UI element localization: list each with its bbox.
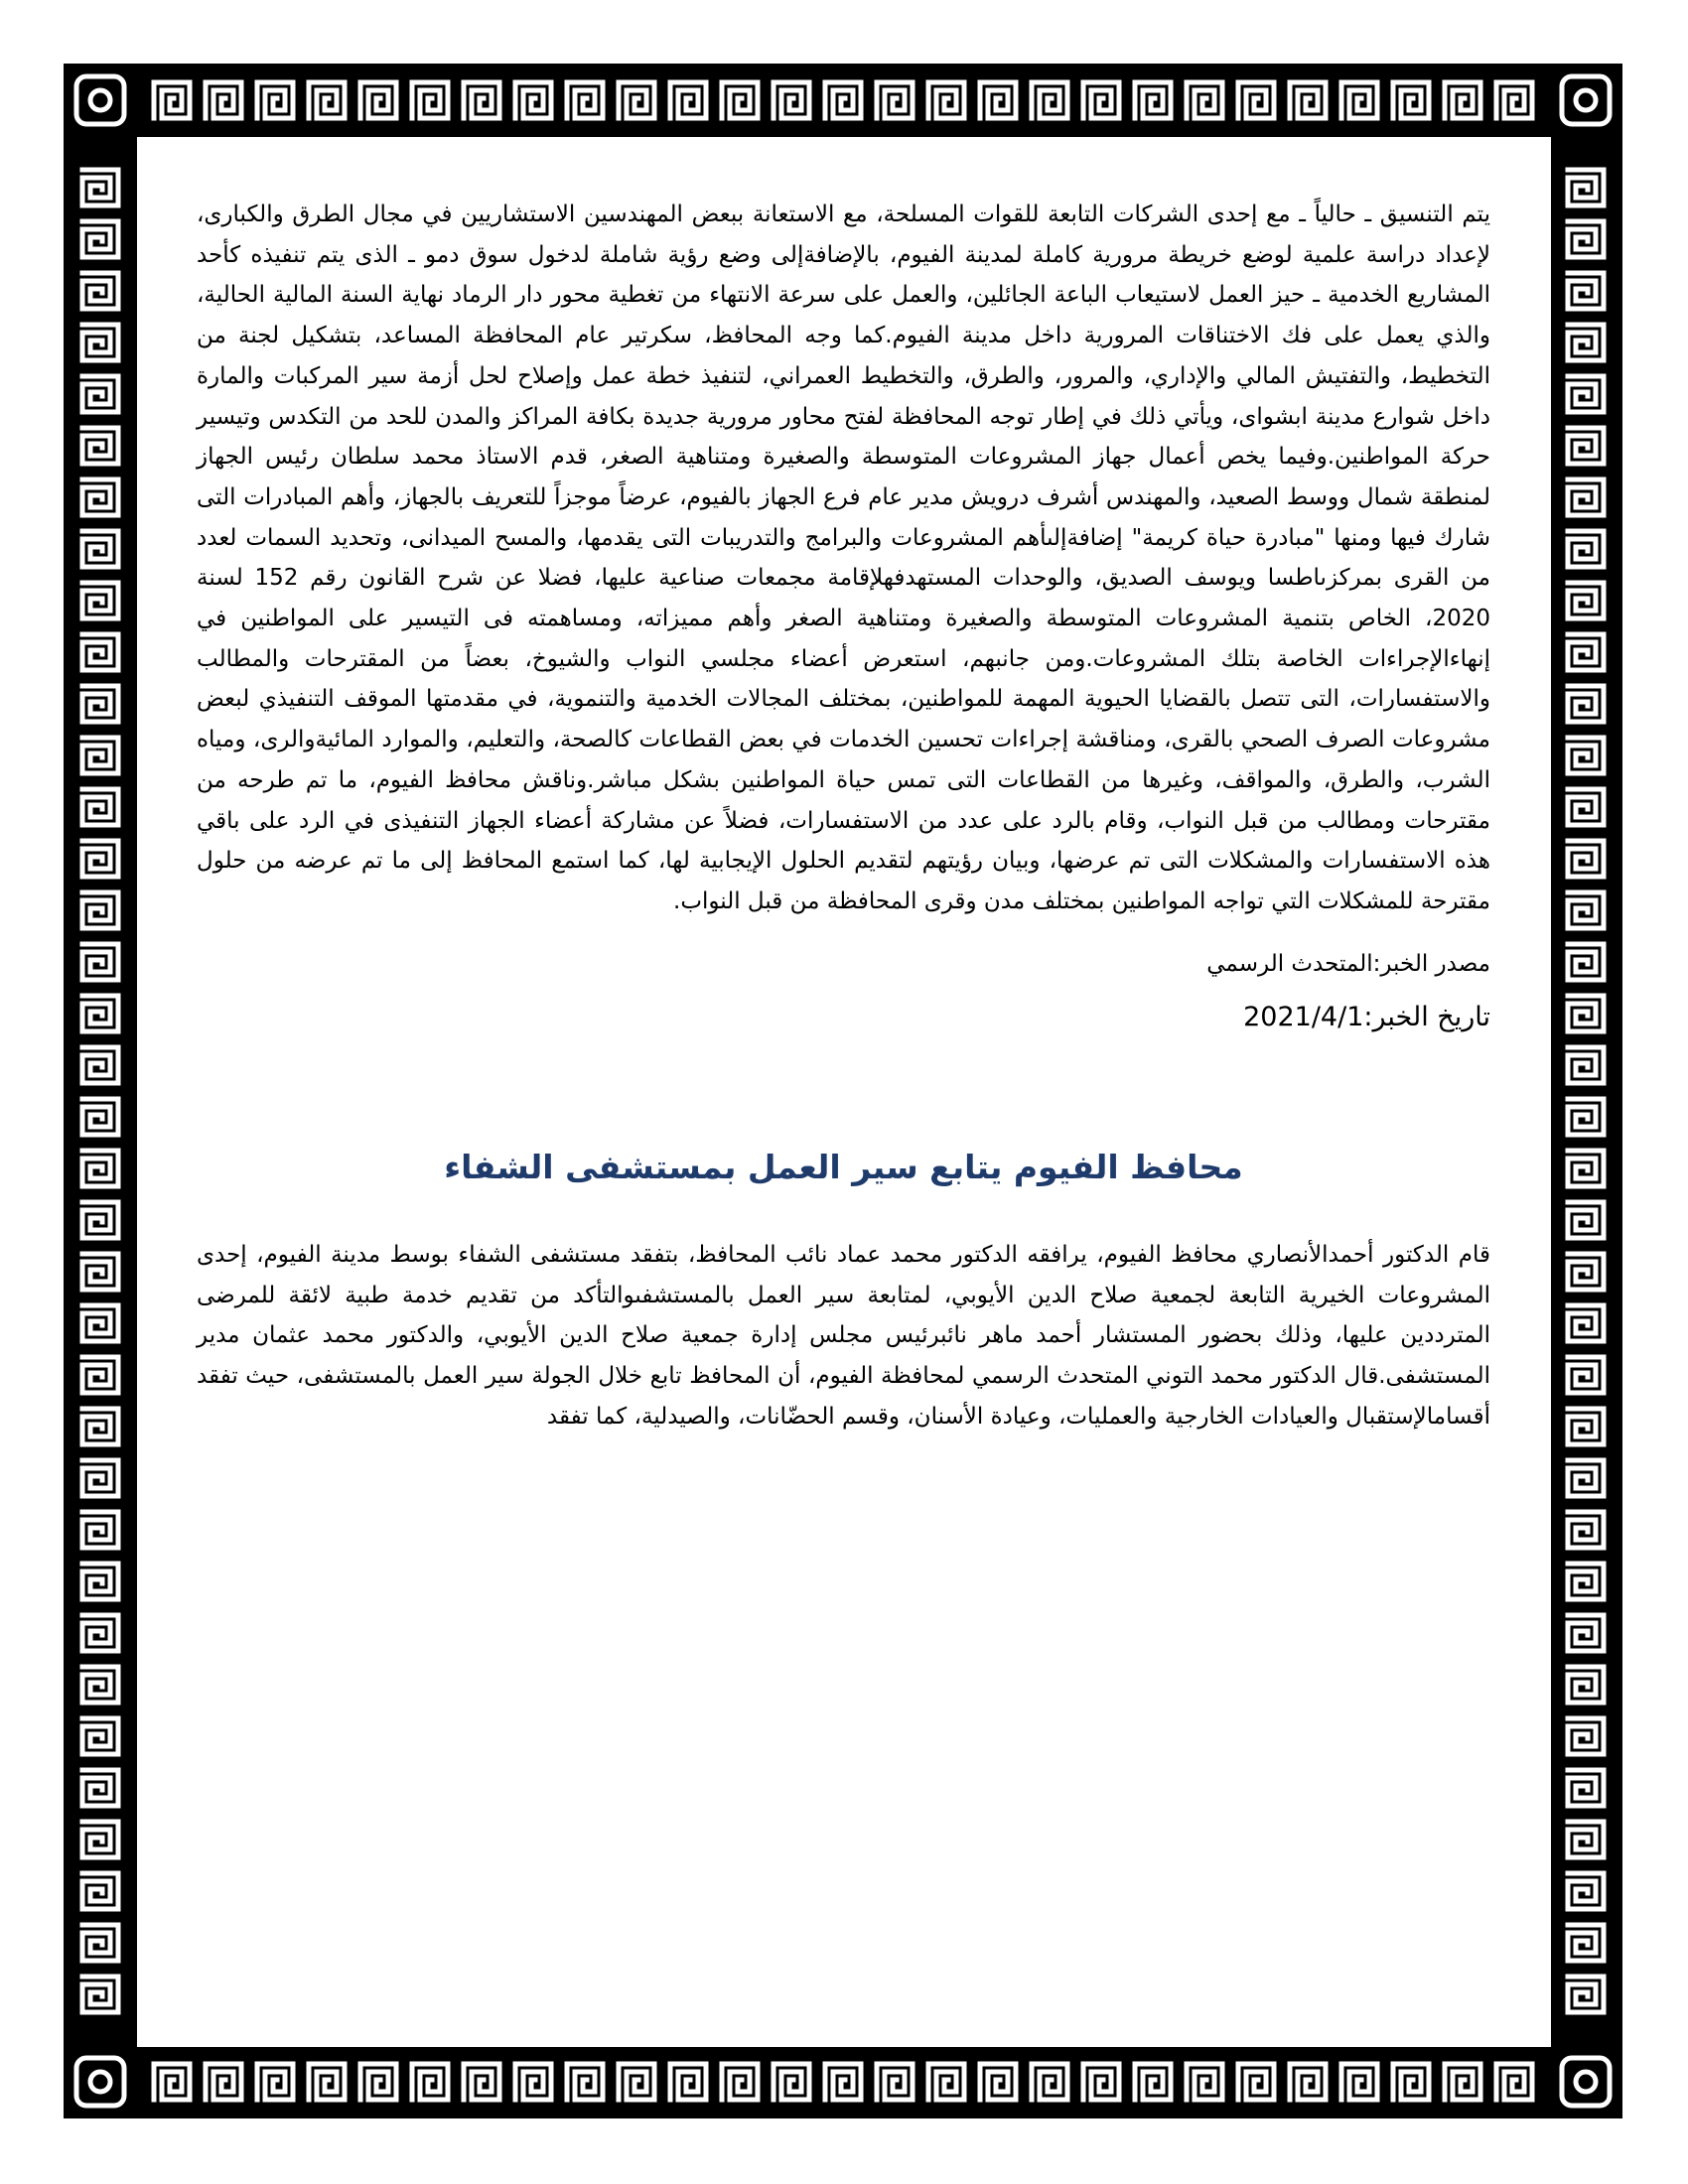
news-source: مصدر الخبر:المتحدث الرسمي — [1206, 950, 1490, 977]
border-corner-ornament — [1549, 64, 1622, 137]
news-date: تاريخ الخبر:2021/4/1 — [1243, 1002, 1490, 1033]
border-corner-ornament — [1549, 2045, 1622, 2118]
border-band-bottom — [64, 2045, 1622, 2118]
border-corner-ornament — [64, 2045, 137, 2118]
article-paragraph: يتم التنسيق ـ حالياً ـ مع إحدى الشركات التابعة للقوات المسلحة، مع الاستعانة ببعض المهندسين الاستشاريين في مجال الطرق والكبارى، لإعداد دراسة علمية لوضع خريطة مرورية كاملة لمدينة الفيوم، بالإضافةإلى وضع رؤية شاملة لدخول سوق دمو ـ الذى يتم تنفيذه كأحد المشاريع الخدمية ـ حيز العمل لاستيعاب الباعة الجائلين، والعمل على سرعة الانتهاء من تغطية محور دار الرماد نهاية السنة المالية الحالية، والذي يعمل على فك الاختناقات المرورية داخل مدينة الفيوم.كما وجه المحافظ، سكرتير عام المحافظة المساعد، بتشكيل لجنة من التخطيط، والتفتيش المالي والإداري، والمرور، والطرق، والتخطيط العمراني، لتنفيذ خطة عمل وإصلاح لحل أزمة سير المركبات والمارة داخل شوارع مدينة ابشواى، ويأتي ذلك في إطار توجه المحافظة لفتح محاور مرورية جديدة بكافة المراكز والمدن للحد من التكدس وتيسير حركة المواطنين.وفيما يخص أعمال جهاز المشروعات المتوسطة والصغيرة ومتناهية الصغر، قدم الاستاذ محمد سلطان رئيس الجهاز لمنطقة شمال ووسط الصعيد، والمهندس أشرف درويش مدير عام فرع الجهاز بالفيوم، عرضاً موجزاً للتعريف بالجهاز، وأهم المبادرات التى شارك فيها ومنها "مبادرة حياة كريمة" إضافةإلىأهم المشروعات والبرامج والتدريبات التى يقدمها، والمسح الميدانى، وتحديد السمات لعدد من القرى بمركزىاطسا ويوسف الصديق، والوحدات المستهدفهلإقامة مجمعات صناعية عليها، فضلا عن شرح القانون رقم 152 لسنة 2020، الخاص بتنمية المشروعات المتوسطة والصغيرة ومتناهية الصغر وأهم مميزاته، ومساهمته فى التيسير على المواطنين في إنهاءالإجراءات الخاصة بتلك المشروعات.ومن جانبهم، استعرض أعضاء مجلسي النواب والشيوخ، بعضاً من المقترحات والمطالب والاستفسارات، التى تتصل بالقضايا الحيوية المهمة للمواطنين، بمختلف المجالات الخدمية والتنموية، في مقدمتها الموقف التنفيذي لبعض مشروعات الصرف الصحي بالقرى، ومناقشة إجراءات تحسين الخدمات في بعض القطاعات كالصحة، والتعليم، والموارد المائيةوالرى، ومياه الشرب، والطرق، والمواقف، وغيرها من القطاعات التى تمس حياة المواطنين بشكل مباشر.وناقش محافظ الفيوم، ما تم طرحه من مقترحات ومطالب من قبل النواب، وقام بالرد على عدد من الاستفسارات، فضلاً عن مشاركة أعضاء الجهاز التنفيذى في الرد على باقي هذه الاستفسارات والمشكلات التى تم عرضها، وبيان رؤيتهم لتقديم الحلول الإيجابية لها، كما استمع المحافظ إلى ما تم عرضه من حلول مقترحة للمشكلات التي تواجه المواطنين بمختلف مدن وقرى المحافظة من قبل النواب. — [197, 202, 1490, 914]
border-band-right — [1549, 137, 1622, 2045]
border-corner-ornament — [64, 64, 137, 137]
border-band-top — [64, 64, 1622, 137]
article-paragraph: قام الدكتور أحمدالأنصاري محافظ الفيوم، يرافقه الدكتور محمد عماد نائب المحافظ، بتفقد مستشفى الشفاء بوسط مدينة الفيوم، إحدى المشروعات الخيرية التابعة لجمعية صلاح الدين الأيوبي، لمتابعة سير العمل بالمستشفىوالتأكد من تقديم خدمة طبية لائقة للمرضى المترددين عليها، وذلك بحضور المستشار أحمد ماهر نائبرئيس مجلس إدارة جمعية صلاح الدين الأيوبي، والدكتور محمد عثمان مدير المستشفى.قال الدكتور محمد التوني المتحدث الرسمي لمحافظة الفيوم، أن المحافظ تابع خلال الجولة سير العمل بالمستشفى، حيث تفقد أقسامالإستقبال والعيادات الخارجية والعمليات، وعيادة الأسنان، وقسم الحضّانات، والصيدلية، كما تفقد — [197, 1242, 1490, 1430]
article-headline: محافظ الفيوم يتابع سير العمل بمستشفى الشفاء — [444, 1148, 1243, 1187]
article-content — [197, 195, 1490, 1437]
border-band-left — [64, 137, 137, 2045]
